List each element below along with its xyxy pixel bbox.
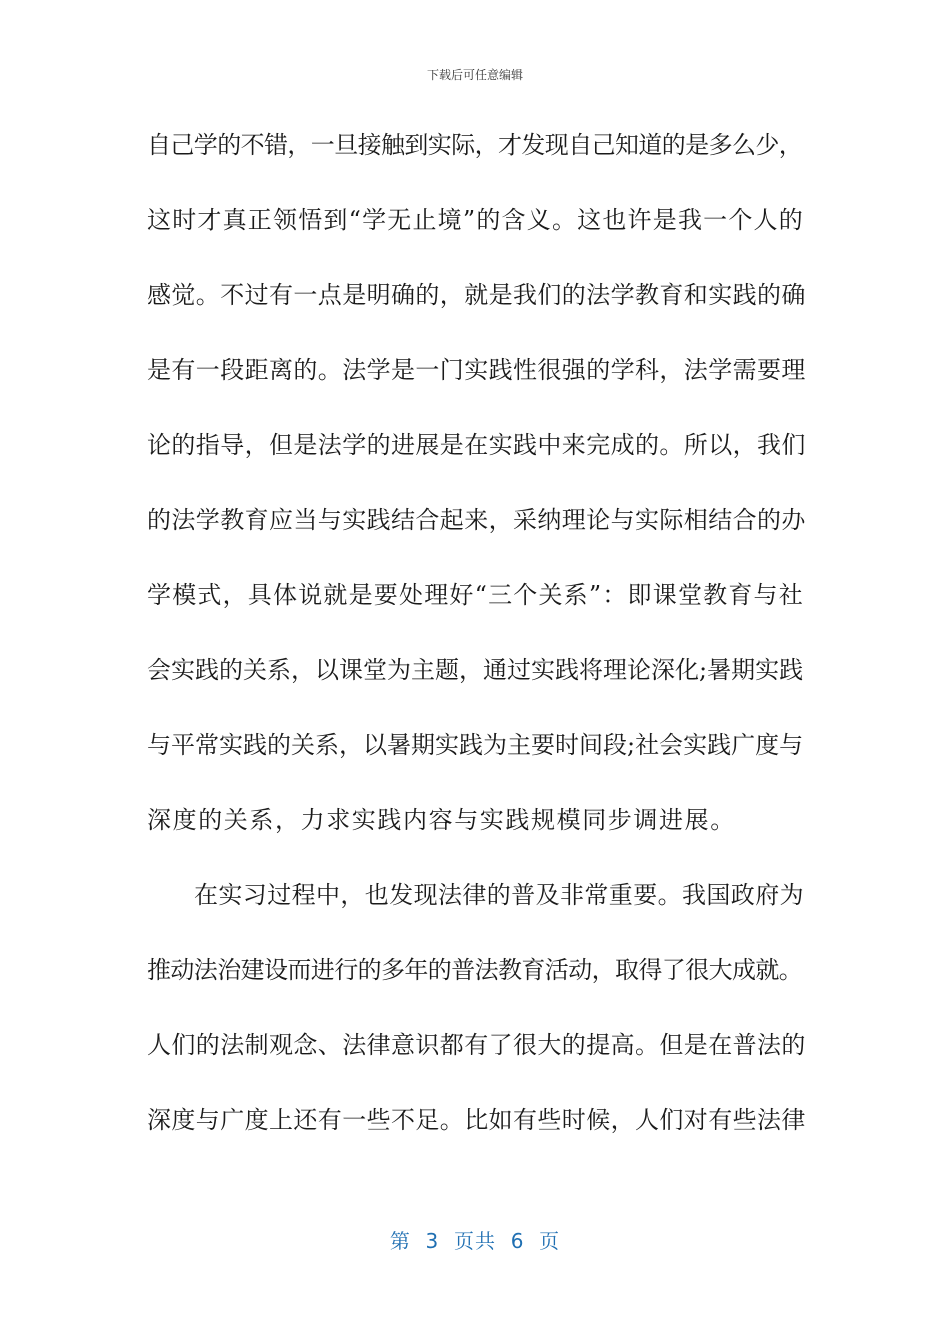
text-line: 深度的关系，力求实践内容与实践规模同步调进展。 xyxy=(147,806,736,834)
text-line: 的法学教育应当与实践结合起来，采纳理论与实际相结合的办 xyxy=(147,506,806,534)
text-line: 深度与广度上还有一些不足。比如有些时候，人们对有些法律 xyxy=(147,1106,806,1134)
paragraph xyxy=(147,126,807,876)
text-line: 这时才真正领悟到“学无止境”的含义。这也许是我一个人的 xyxy=(147,206,804,234)
document-body xyxy=(147,126,807,1176)
paragraph xyxy=(147,876,807,1176)
text-line: 在实习过程中，也发现法律的普及非常重要。我国政府为 xyxy=(194,881,804,909)
text-line: 论的指导，但是法学的进展是在实践中来完成的。所以，我们 xyxy=(147,431,806,459)
text-line: 学模式，具体说就是要处理好“三个关系”：即课堂教育与社 xyxy=(147,581,804,609)
text-line: 与平常实践的关系，以暑期实践为主要时间段;社会实践广度与 xyxy=(147,731,804,759)
text-line: 自己学的不错，一旦接触到实际，才发现自己知道的是多么少， xyxy=(147,131,803,159)
text-line: 是有一段距离的。法学是一门实践性很强的学科，法学需要理 xyxy=(147,356,806,384)
text-line: 推动法治建设而进行的多年的普法教育活动，取得了很大成就。 xyxy=(147,956,803,984)
text-line: 会实践的关系，以课堂为主题，通过实践将理论深化;暑期实践 xyxy=(147,656,804,684)
page-header: 下载后可任意编辑 xyxy=(426,68,523,82)
text-line: 感觉。不过有一点是明确的，就是我们的法学教育和实践的确 xyxy=(147,281,806,309)
page-number-footer: 第 3 页共 6 页 xyxy=(389,1229,561,1253)
text-line: 人们的法制观念、法律意识都有了很大的提高。但是在普法的 xyxy=(147,1031,806,1059)
